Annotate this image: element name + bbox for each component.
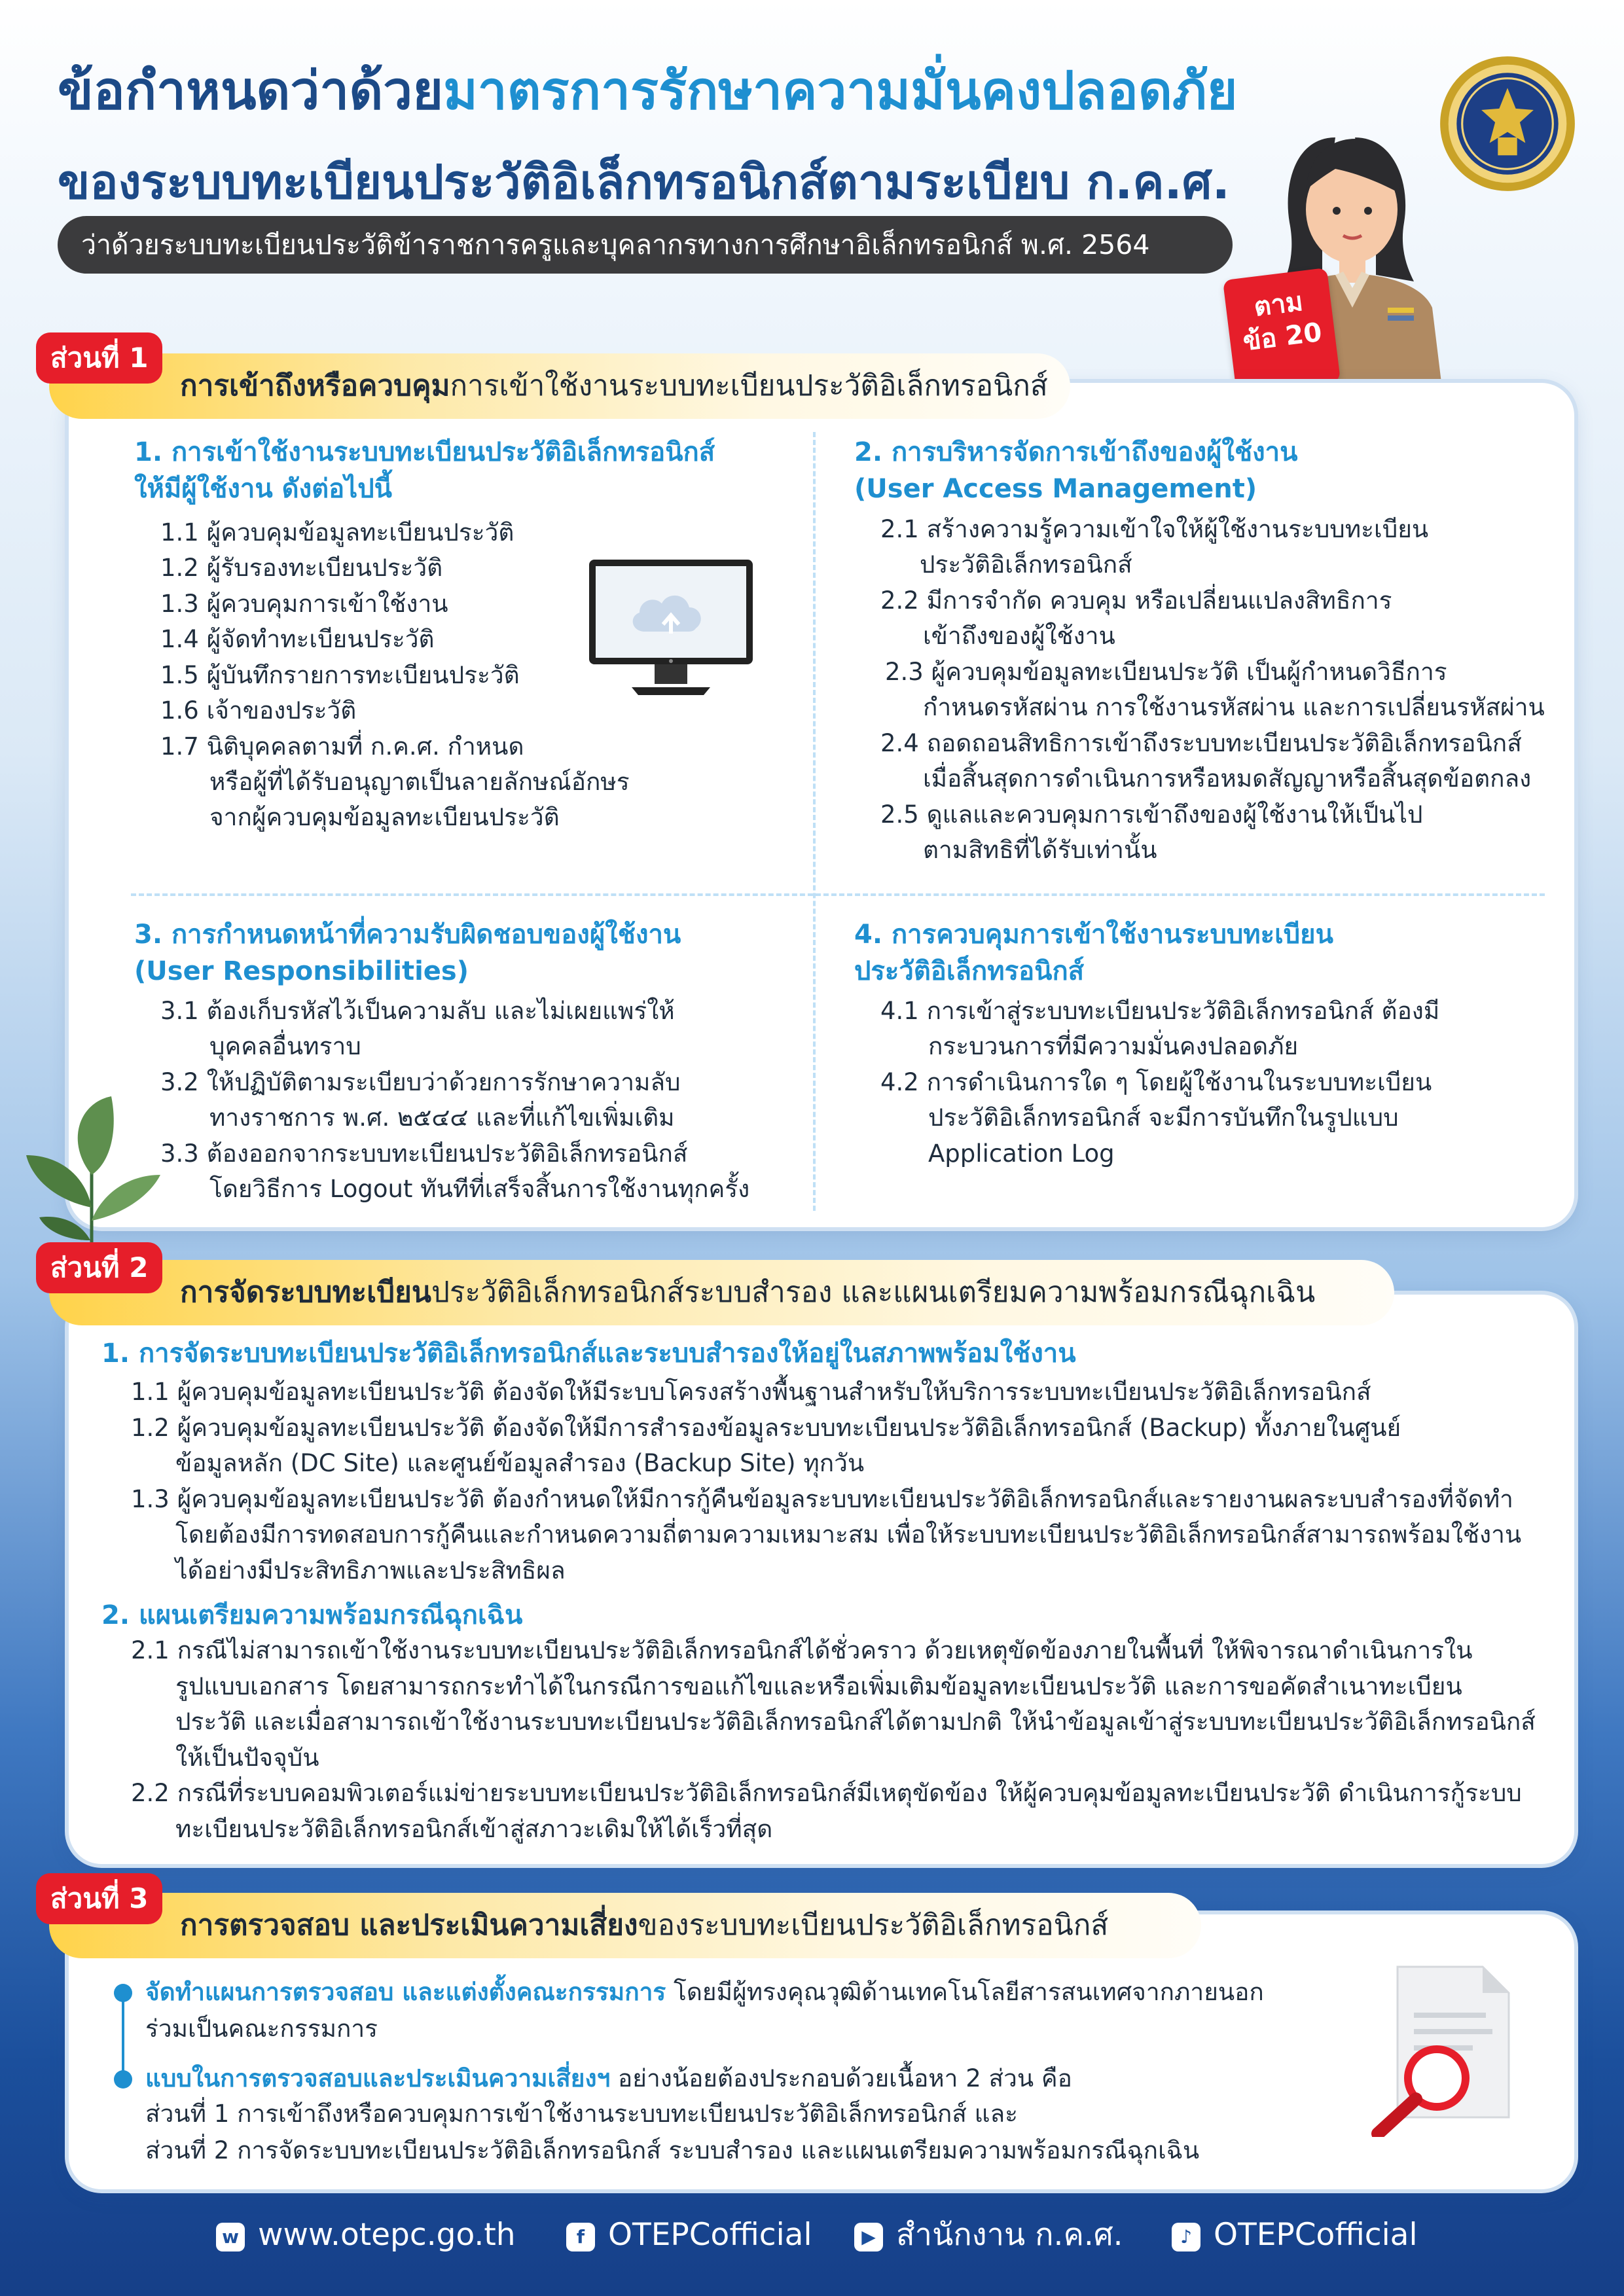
part2-s2-item: 2.2 กรณีที่ระบบคอมพิวเตอร์แม่ข่ายระบบทะเบียนประวัติอิเล็กทรอนิกส์มีเหตุขัดข้อง ให้ผู้ควบคุมข้อมูลทะเบียนประวัติ ดำเนินการกู้ระบบ bbox=[131, 1779, 1522, 1807]
part1-s1-item: หรือผู้ที่ได้รับอนุญาตเป็นลายลักษณ์อักษร bbox=[209, 768, 630, 796]
part3-bullet2 bbox=[145, 2061, 1072, 2096]
part2-s2-item: รูปแบบเอกสาร โดยสามารถกระทำได้ในกรณีการขอแก้ไขและหรือเพิ่มเติมข้อมูลทะเบียนประวัติ และการขอคัดสำเนาทะเบียน bbox=[175, 1672, 1462, 1700]
part2-s2-item: 2.1 กรณีไม่สามารถเข้าใช้งานระบบทะเบียนประวัติอิเล็กทรอนิกส์ได้ชั่วคราว ด้วยเหตุขัดข้องภายในพื้นที่ ให้พิจารณาดำเนินการใน bbox=[131, 1636, 1473, 1664]
sign-line2: ข้อ 20 bbox=[1241, 317, 1324, 357]
part2-s1-item: ข้อมูลหลัก (DC Site) และศูนย์ข้อมูลสำรอง (Backup Site) ทุกวัน bbox=[175, 1449, 865, 1477]
part1-s2-item: 2.1 สร้างความรู้ความเข้าใจให้ผู้ใช้งานระบบทะเบียน bbox=[880, 515, 1429, 543]
part3-bullet1-highlight: จัดทำแผนการตรวจสอบ และแต่งตั้งคณะกรรมการ bbox=[145, 1978, 666, 2006]
footer-tiktok-text: OTEPCofficial bbox=[1214, 2217, 1418, 2253]
part2-banner-rest: ประวัติอิเล็กทรอนิกส์ระบบสำรอง และแผนเตรียมความพร้อมกรณีฉุกเฉิน bbox=[431, 1276, 1316, 1309]
web-icon: w bbox=[216, 2223, 245, 2251]
part3-bullet1 bbox=[145, 1975, 1264, 2010]
footer-website[interactable] bbox=[216, 2209, 516, 2261]
part2-s2-item: ให้เป็นปัจจุบัน bbox=[175, 1744, 319, 1772]
part1-s3-item: 3.1 ต้องเก็บรหัสไว้เป็นความลับ และไม่เผยแพร่ให้ bbox=[160, 997, 675, 1025]
part2-s2-item: ทะเบียนประวัติอิเล็กทรอนิกส์เข้าสู่สภาวะเดิมให้ได้เร็วที่สุด bbox=[175, 1815, 773, 1843]
computer-cloud-icon bbox=[586, 556, 756, 707]
part1-s1-item: จากผู้ควบคุมข้อมูลทะเบียนประวัติ bbox=[209, 803, 560, 831]
part2-s1-heading: 1. การจัดระบบทะเบียนประวัติอิเล็กทรอนิกส์และระบบสำรองให้อยู่ในสภาพพร้อมใช้งาน bbox=[101, 1338, 1076, 1369]
part3-bullet2-line3: ส่วนที่ 2 การจัดระบบทะเบียนประวัติอิเล็กทรอนิกส์ ระบบสำรอง และแผนเตรียมความพร้อมกรณีฉุกเฉิน bbox=[145, 2136, 1200, 2164]
part2-s2-item: ประวัติ และเมื่อสามารถเข้าใช้งานระบบทะเบียนประวัติอิเล็กทรอนิกส์ได้ตามปกติ ให้นำข้อมูลเข้าสู่ระบบทะเบียนประวัติอิเล็กทรอนิกส์ bbox=[175, 1708, 1536, 1736]
part1-s2-item: เมื่อสิ้นสุดการดำเนินการหรือหมดสัญญาหรือสิ้นสุดข้อตกลง bbox=[923, 764, 1532, 793]
part1-s4-heading-line2: ประวัติอิเล็กทรอนิกส์ bbox=[854, 956, 1085, 986]
bullet-dot bbox=[114, 1984, 132, 2002]
part2-s2-heading: 2. แผนเตรียมความพร้อมกรณีฉุกเฉิน bbox=[101, 1600, 523, 1630]
part1-s2-heading-line1: 2. การบริหารจัดการเข้าถึงของผู้ใช้งาน bbox=[854, 437, 1298, 467]
part3-banner-rest: ของระบบทะเบียนประวัติอิเล็กทรอนิกส์ bbox=[638, 1909, 1109, 1942]
part1-s3-item: 3.2 ให้ปฏิบัติตามระเบียบว่าด้วยการรักษาความลับ bbox=[160, 1068, 681, 1096]
part1-s3-item: โดยวิธีการ Logout ทันทีที่เสร็จสิ้นการใช้งานทุกครั้ง bbox=[209, 1175, 750, 1203]
title-part2: มาตรการรักษาความมั่นคงปลอดภัย bbox=[443, 60, 1238, 121]
part2-s1-item: 1.1 ผู้ควบคุมข้อมูลทะเบียนประวัติ ต้องจัดให้มีระบบโครงสร้างพื้นฐานสำหรับให้บริการระบบทะเบียนประวัติอิเล็กทรอนิกส์ bbox=[131, 1378, 1371, 1406]
part1-s1-item: 1.5 ผู้บันทึกรายการทะเบียนประวัติ bbox=[160, 661, 520, 689]
part1-s1-heading bbox=[134, 434, 715, 507]
bullet-connector-line bbox=[122, 1993, 124, 2078]
page-title bbox=[58, 62, 1238, 120]
part3-bullet1-line2: ร่วมเป็นคณะกรรมการ bbox=[145, 2015, 378, 2043]
part1-s2-item: 2.4 ถอดถอนสิทธิการเข้าถึงระบบทะเบียนประวัติอิเล็กทรอนิกส์ bbox=[880, 729, 1522, 757]
part1-s4-item: Application Log bbox=[928, 1139, 1115, 1168]
part1-s4-item: 4.2 การดำเนินการใด ๆ โดยผู้ใช้งานในระบบทะเบียน bbox=[880, 1068, 1432, 1096]
part2-tag: ส่วนที่ 2 bbox=[36, 1242, 162, 1293]
part1-s2-item: 2.5 ดูแลและควบคุมการเข้าถึงของผู้ใช้งานให้เป็นไป bbox=[880, 800, 1423, 829]
part1-s4-item: 4.1 การเข้าสู่ระบบทะเบียนประวัติอิเล็กทรอนิกส์ ต้องมี bbox=[880, 997, 1440, 1025]
part1-s2-item: เข้าถึงของผู้ใช้งาน bbox=[923, 622, 1115, 650]
document-magnifier-icon bbox=[1352, 1954, 1522, 2137]
part1-s1-heading-line1: 1. การเข้าใช้งานระบบทะเบียนประวัติอิเล็กทรอนิกส์ bbox=[134, 437, 715, 467]
part1-s3-heading-line1: 3. การกำหนดหน้าที่ความรับผิดชอบของผู้ใช้งาน bbox=[134, 920, 681, 950]
footer-facebook-text: OTEPCofficial bbox=[608, 2217, 812, 2253]
part1-s1-item: 1.7 นิติบุคคลตามที่ ก.ค.ศ. กำหนด bbox=[160, 732, 524, 761]
part3-banner bbox=[49, 1893, 1201, 1958]
part2-s1-item: 1.3 ผู้ควบคุมข้อมูลทะเบียนประวัติ ต้องกำหนดให้มีการกู้คืนข้อมูลระบบทะเบียนประวัติอิเล็กทรอนิกส์และรายงานผลระบบสำรองที่จัดทำ bbox=[131, 1485, 1513, 1513]
part2-banner-bold: การจัดระบบทะเบียน bbox=[180, 1276, 431, 1309]
part1-s1-item: 1.6 เจ้าของประวัติ bbox=[160, 696, 357, 725]
sign-line1: ตาม bbox=[1252, 286, 1305, 323]
part1-s3-item: บุคคลอื่นทราบ bbox=[209, 1032, 361, 1060]
part1-banner bbox=[49, 353, 1070, 419]
part1-s2-heading-line2: (User Access Management) bbox=[854, 474, 1257, 504]
subtitle-pill: ว่าด้วยระบบทะเบียนประวัติข้าราชการครูและบุคลากรทางการศึกษาอิเล็กทรอนิกส์ พ.ศ. 2564 bbox=[58, 216, 1233, 274]
part1-banner-rest: การเข้าใช้งานระบบทะเบียนประวัติอิเล็กทรอนิกส์ bbox=[450, 369, 1048, 403]
part3-bullet2-text: อย่างน้อยต้องประกอบด้วยเนื้อหา 2 ส่วน คือ bbox=[610, 2064, 1072, 2092]
footer-tiktok[interactable] bbox=[1172, 2209, 1418, 2261]
part1-s1-item: 1.4 ผู้จัดทำทะเบียนประวัติ bbox=[160, 625, 435, 653]
tiktok-icon: ♪ bbox=[1172, 2223, 1200, 2251]
bullet-dot bbox=[114, 2070, 132, 2089]
part1-s1-item: 1.1 ผู้ควบคุมข้อมูลทะเบียนประวัติ bbox=[160, 518, 514, 547]
part1-vertical-divider bbox=[813, 432, 816, 1211]
part1-s3-heading bbox=[134, 916, 681, 990]
footer-youtube-text: สำนักงาน ก.ค.ศ. bbox=[896, 2217, 1123, 2253]
plant-decoration bbox=[13, 1090, 170, 1260]
part1-horizontal-divider bbox=[131, 893, 1545, 896]
part3-banner-bold: การตรวจสอบ และประเมินความเสี่ยง bbox=[180, 1909, 638, 1942]
footer-youtube[interactable] bbox=[854, 2209, 1123, 2261]
article-20-sign bbox=[1223, 268, 1341, 394]
part1-s2-item: 2.3 ผู้ควบคุมข้อมูลทะเบียนประวัติ เป็นผู้กำหนดวิธีการ bbox=[885, 658, 1447, 686]
part2-s1-item: 1.2 ผู้ควบคุมข้อมูลทะเบียนประวัติ ต้องจัดให้มีการสำรองข้อมูลระบบทะเบียนประวัติอิเล็กทรอนิกส์ (Backup) ทั้งภายในศูนย์ bbox=[131, 1414, 1401, 1442]
part3-bullet2-line2: ส่วนที่ 1 การเข้าถึงหรือควบคุมการเข้าใช้งานระบบทะเบียนประวัติอิเล็กทรอนิกส์ และ bbox=[145, 2100, 1019, 2128]
part1-s1-item: 1.3 ผู้ควบคุมการเข้าใช้งาน bbox=[160, 590, 448, 618]
part3-tag: ส่วนที่ 3 bbox=[36, 1873, 162, 1924]
part1-s2-item: 2.2 มีการจำกัด ควบคุม หรือเปลี่ยนแปลงสิทธิการ bbox=[880, 586, 1392, 615]
footer-facebook[interactable] bbox=[566, 2209, 812, 2261]
part1-s3-item: 3.3 ต้องออกจากระบบทะเบียนประวัติอิเล็กทรอนิกส์ bbox=[160, 1139, 688, 1168]
youtube-icon: ▶ bbox=[854, 2223, 883, 2251]
part1-s4-heading-line1: 4. การควบคุมการเข้าใช้งานระบบทะเบียน bbox=[854, 920, 1333, 950]
part1-s1-heading-line2: ให้มีผู้ใช้งาน ดังต่อไปนี้ bbox=[134, 474, 393, 504]
part1-banner-bold: การเข้าถึงหรือควบคุม bbox=[180, 369, 450, 403]
footer-website-text: www.otepc.go.th bbox=[258, 2217, 516, 2253]
part3-bullet2-highlight: แบบในการตรวจสอบและประเมินความเสี่ยงฯ bbox=[145, 2064, 611, 2092]
page-title-line2: ของระบบทะเบียนประวัติอิเล็กทรอนิกส์ตามระเบียบ ก.ค.ศ. bbox=[58, 154, 1230, 209]
part1-s2-item: ตามสิทธิที่ได้รับเท่านั้น bbox=[923, 836, 1157, 864]
part2-banner bbox=[49, 1260, 1394, 1325]
title-part1: ข้อกำหนดว่าด้วย bbox=[58, 60, 444, 121]
facebook-icon: f bbox=[566, 2223, 595, 2251]
part1-s3-item: ทางราชการ พ.ศ. ๒๕๔๔ และที่แก้ไขเพิ่มเติม bbox=[209, 1103, 675, 1132]
part1-s1-item: 1.2 ผู้รับรองทะเบียนประวัติ bbox=[160, 554, 443, 582]
part1-s4-heading bbox=[854, 916, 1333, 990]
part1-tag: ส่วนที่ 1 bbox=[36, 332, 162, 384]
part1-s2-item: ประวัติอิเล็กทรอนิกส์ bbox=[920, 550, 1132, 579]
part1-s4-item: ประวัติอิเล็กทรอนิกส์ จะมีการบันทึกในรูปแบบ bbox=[928, 1103, 1399, 1132]
part2-s1-item: ได้อย่างมีประสิทธิภาพและประสิทธิผล bbox=[175, 1556, 566, 1585]
part3-bullet1-text: โดยมีผู้ทรงคุณวุฒิด้านเทคโนโลยีสารสนเทศจากภายนอก bbox=[666, 1978, 1264, 2006]
part1-s2-heading bbox=[854, 434, 1297, 507]
part1-s4-item: กระบวนการที่มีความมั่นคงปลอดภัย bbox=[928, 1032, 1299, 1060]
part1-s3-heading-line2: (User Responsibilities) bbox=[134, 956, 469, 986]
part2-s1-item: โดยต้องมีการทดสอบการกู้คืนและกำหนดความถี่ตามความเหมาะสม เพื่อให้ระบบทะเบียนประวัติอิเล็กทรอนิกส์สามารถพร้อมใช้งาน bbox=[175, 1520, 1522, 1549]
part1-s2-item: กำหนดรหัสผ่าน การใช้งานรหัสผ่าน และการเปลี่ยนรหัสผ่าน bbox=[923, 693, 1545, 721]
